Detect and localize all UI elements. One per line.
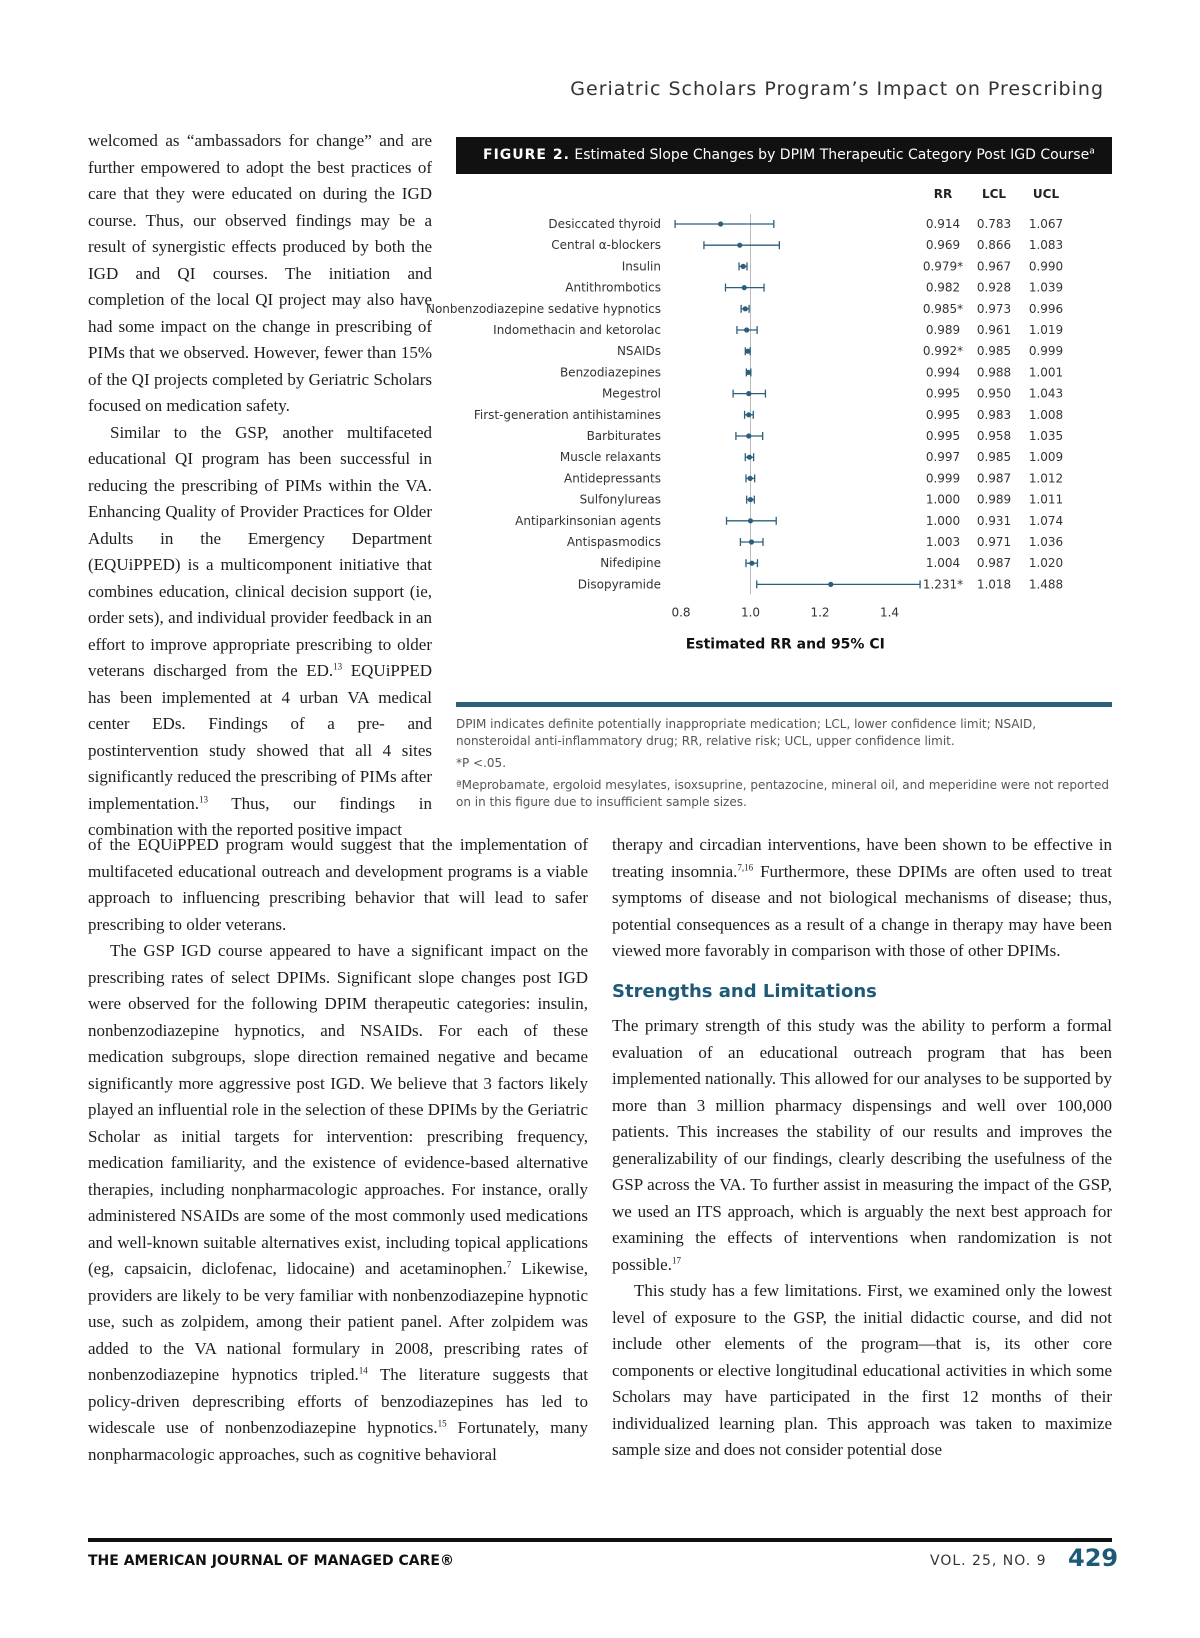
row-label: Antithrombotics [565,280,661,295]
row-label: Megestrol [601,386,661,401]
row-label: Indomethacin and ketorolac [493,323,661,337]
row-label: Antiparkinsonian agents [515,513,661,528]
reference-superscript: 14 [358,1365,368,1376]
row-label: Benzodiazepines [559,365,661,380]
point-estimate [718,221,723,226]
rr-value: 0.989 [925,323,961,337]
ucl-value: 0.996 [1028,301,1064,316]
x-tick-label: 1.4 [879,605,900,620]
lcl-value: 0.931 [976,513,1012,528]
lcl-value: 0.928 [976,280,1012,295]
forest-plot [425,180,1112,680]
rr-value: 0.992* [922,344,964,359]
figure-note: *P <.05. [456,756,507,770]
lcl-value: 0.987 [976,471,1012,486]
x-tick-label: 1.0 [740,605,761,620]
ucl-value: 1.488 [1028,577,1064,592]
reference-superscript: 15 [437,1418,447,1429]
ucl-value: 1.009 [1028,450,1064,465]
volume-issue: VOL. 25, NO. 9 [930,1553,1047,1569]
row-label: Sulfonylureas [579,492,661,507]
rr-value: 0.914 [925,217,961,231]
column-header-ucl: UCL [1032,187,1060,201]
ucl-value: 1.012 [1028,471,1064,486]
paragraph: therapy and circadian interventions, have been shown to be effective in treating insomnia.$^{7,16}$ Furthermore, these DPIMs are often used to treat symptoms of disease and not biological mechanisms of disease; thus, potential consequences as a result of a change in therapy may have been viewed more favorably in comparison with those of other DPIMs. [612,835,1112,960]
reference-superscript: 7 [506,1259,512,1270]
rr-value: 0.995 [925,429,961,443]
lcl-value: 0.971 [976,535,1012,549]
x-tick-label: 0.8 [671,605,691,620]
lcl-value: 0.961 [976,323,1012,337]
lcl-value: 0.987 [976,556,1012,571]
ucl-value: 1.083 [1028,238,1064,253]
row-label: Insulin [621,259,661,274]
point-estimate [745,349,750,354]
paragraph: welcomed as “ambassadors for change” and are further empowered to adopt the best practices of care that they were educated on during the IGD course. Thus, our observed findings may be a result of synergistic effects produced by both the IGD and QI courses. The initiation and completion of the local QI project may also have had some impact on the change in prescribing of PIMs that we observed. However, fewer than 15% of the QI projects completed by Geriatric Scholars focused on medication safety. [88,131,432,415]
figure-notes [456,716,1112,816]
section-heading: Strengths and Limitations [612,980,877,1002]
paragraph: This study has a few limitations. First, we examined only the lowest level of exposure to the GSP, the initial didactic course, and did not include other elements of the program—that is, its other core components or elective longitudinal educational activities in which some Scholars may have participated in the first 12 months of their individualized learning plan. This approach was taken to maximize sample size and does not consider potential dose [612,1281,1112,1459]
point-estimate [748,518,753,523]
rr-value: 0.985* [922,301,964,316]
rr-value: 0.997 [925,450,961,465]
figure-note: ªMeprobamate, ergoloid mesylates, isoxsuprine, pentazocine, mineral oil, and meperidine were not reported on in this figure due to insufficient sample sizes. [456,778,1109,809]
ucl-value: 1.001 [1028,365,1064,380]
row-label: Desiccated thyroid [548,217,661,231]
right-column-bottom [612,832,1112,1464]
rr-value: 1.000 [925,513,961,528]
rr-value: 1.231* [922,577,964,592]
point-estimate [746,412,751,417]
lcl-value: 0.866 [976,238,1012,253]
point-estimate [828,582,833,587]
figure-caption-footnote-marker: a [1089,146,1095,157]
ucl-value: 1.008 [1028,407,1064,422]
x-axis-label: Estimated RR and 95% CI [685,636,885,653]
point-estimate [749,539,754,544]
row-label: Nonbenzodiazepine sedative hypnotics [425,301,661,316]
lcl-value: 0.985 [976,344,1012,359]
row-label: Disopyramide [577,577,661,592]
rr-value: 0.995 [925,386,961,401]
figure-caption-banner [456,137,1112,174]
journal-name: THE AMERICAN JOURNAL OF MANAGED CARE® [88,1553,454,1569]
lcl-value: 0.983 [976,407,1012,422]
point-estimate [742,285,747,290]
figure-caption: Estimated Slope Changes by DPIM Therapeutic Category Post IGD Course [574,147,1090,163]
lcl-value: 0.958 [976,429,1012,443]
paragraph: The primary strength of this study was the ability to perform a formal evaluation of an educational outreach program that has been implemented nationally. This allowed for our analyses to be supported by more than 3 million pharmacy dispensings and well over 100,000 patients. This increases the stability of our results and improves the generalizability of our findings, clearly describing the usefulness of the GSP across the VA. To further assist in measuring the impact of the GSP, we used an ITS approach, which is arguably the next best approach for examining the effects of interventions when randomization is not possible.$^{17}$ [612,1016,1112,1274]
row-label: Antispasmodics [566,535,661,549]
left-column-top [88,128,432,844]
reference-superscript: 13 [333,661,343,672]
lcl-value: 0.783 [976,217,1012,231]
lcl-value: 1.018 [976,577,1012,592]
point-estimate [746,433,751,438]
figure-2 [456,137,1112,174]
point-estimate [747,455,752,460]
row-label: NSAIDs [616,344,661,359]
ucl-value: 1.035 [1028,429,1064,443]
lcl-value: 0.988 [976,365,1012,380]
paragraph: Similar to the GSP, another multifaceted educational QI program has been successful in reducing the prescribing of PIMs within the VA. Enhancing Quality of Provider Practices for Older Adults in the Emergency Department (EQUiPPED) is a multicomponent initiative that combines education, clinical decision support (ie, order sets), and individual provider feedback in an effort to improve appropriate prescribing to older veterans discharged from the ED.$^{13}$ EQUiPPED has been implemented at 4 urban VA medical center EDs. Findings of a pre- and postintervention study showed that all 4 sites significantly reduced the prescribing of PIMs after implementation.$^{13}$ Thus, our findings in combination with the reported positive impact [88,422,432,839]
rr-value: 1.000 [925,492,961,507]
lcl-value: 0.989 [976,492,1012,507]
left-column-bottom [88,832,588,1468]
column-header-rr: RR [933,187,953,201]
ucl-value: 0.990 [1028,259,1064,274]
ucl-value: 1.020 [1028,556,1064,571]
x-tick-label: 1.2 [810,605,830,620]
rr-value: 0.982 [925,280,961,295]
column-header-lcl: LCL [981,187,1007,201]
paragraph: of the EQUiPPED program would suggest that the implementation of multifaceted educational outreach and development programs is a viable approach to influencing prescribing behavior that will lead to safer prescribing to older veterans. [88,835,588,934]
lcl-value: 0.950 [976,386,1012,401]
point-estimate [748,476,753,481]
point-estimate [743,306,748,311]
ucl-value: 0.999 [1028,344,1064,359]
ucl-value: 1.043 [1028,386,1064,401]
point-estimate [744,327,749,332]
point-estimate [737,243,742,248]
ucl-value: 1.019 [1028,323,1064,337]
running-title: Geriatric Scholars Program’s Impact on Prescribing [570,78,1104,100]
rr-value: 0.979* [922,259,964,274]
point-estimate [746,370,751,375]
point-estimate [746,391,751,396]
row-label: Barbiturates [586,429,661,443]
reference-superscript: 17 [671,1254,681,1265]
footer-rule [88,1538,1112,1542]
row-label: First-generation antihistamines [473,407,661,422]
ucl-value: 1.039 [1028,280,1064,295]
lcl-value: 0.985 [976,450,1012,465]
row-label: Nifedipine [600,556,661,571]
ucl-value: 1.074 [1028,513,1064,528]
ucl-value: 1.036 [1028,535,1064,549]
figure-label: FIGURE 2. [483,147,570,163]
rr-value: 1.003 [925,535,961,549]
page-number: 429 [1068,1544,1119,1572]
reference-superscript: 7,16 [737,861,754,872]
rr-value: 1.004 [925,556,961,571]
ucl-value: 1.067 [1028,217,1064,231]
lcl-value: 0.973 [976,301,1012,316]
rr-value: 0.999 [925,471,961,486]
point-estimate [749,561,754,566]
point-estimate [748,497,753,502]
row-label: Muscle relaxants [559,450,661,465]
paragraph: The GSP IGD course appeared to have a significant impact on the prescribing rates of select DPIMs. Significant slope changes post IGD were observed for the following DPIM therapeutic categories: insulin, nonbenzodiazepine hypnotics, and NSAIDs. For each of these medication subgroups, slope direction remained negative and became significantly more aggressive post IGD. We believe that 3 factors likely played an influential role in the selection of these DPIMs by the Geriatric Scholar as initial targets for intervention: prescribing frequency, medication familiarity, and the existence of evidence-based alternative therapies, including nonpharmacologic approaches. For instance, orally administered NSAIDs are some of the most commonly used medications and well-known suitable alternatives exist, including topical applications (eg, capsaicin, diclofenac, lidocaine) and acetaminophen.$^7$ Likewise, providers are likely to be very familiar with nonbenzodiazepine hypnotic use, such as zolpidem, among their patient panel. After zolpidem was added to the VA national formulary in 2008, prescribing rates of nonbenzodiazepine hypnotics tripled.$^{14}$ The literature suggests that policy-driven deprescribing efforts of benzodiazepines has led to widescale use of nonbenzodiazepine hypnotics.$^{15}$ Fortunately, many nonpharmacologic approaches, such as cognitive behavioral [88,941,588,1464]
figure-bottom-rule [456,702,1112,707]
rr-value: 0.969 [925,238,961,253]
lcl-value: 0.967 [976,259,1012,274]
row-label: Antidepressants [564,471,661,486]
figure-note: DPIM indicates definite potentially inappropriate medication; LCL, lower confidence limit; NSAID, nonsteroidal anti-inflammatory drug; RR, relative risk; UCL, upper confidence limit. [456,717,1037,748]
point-estimate [741,264,746,269]
rr-value: 0.994 [925,365,961,380]
reference-superscript: 13 [198,793,208,804]
rr-value: 0.995 [925,407,961,422]
ucl-value: 1.011 [1028,492,1064,507]
row-label: Central α-blockers [551,238,661,253]
